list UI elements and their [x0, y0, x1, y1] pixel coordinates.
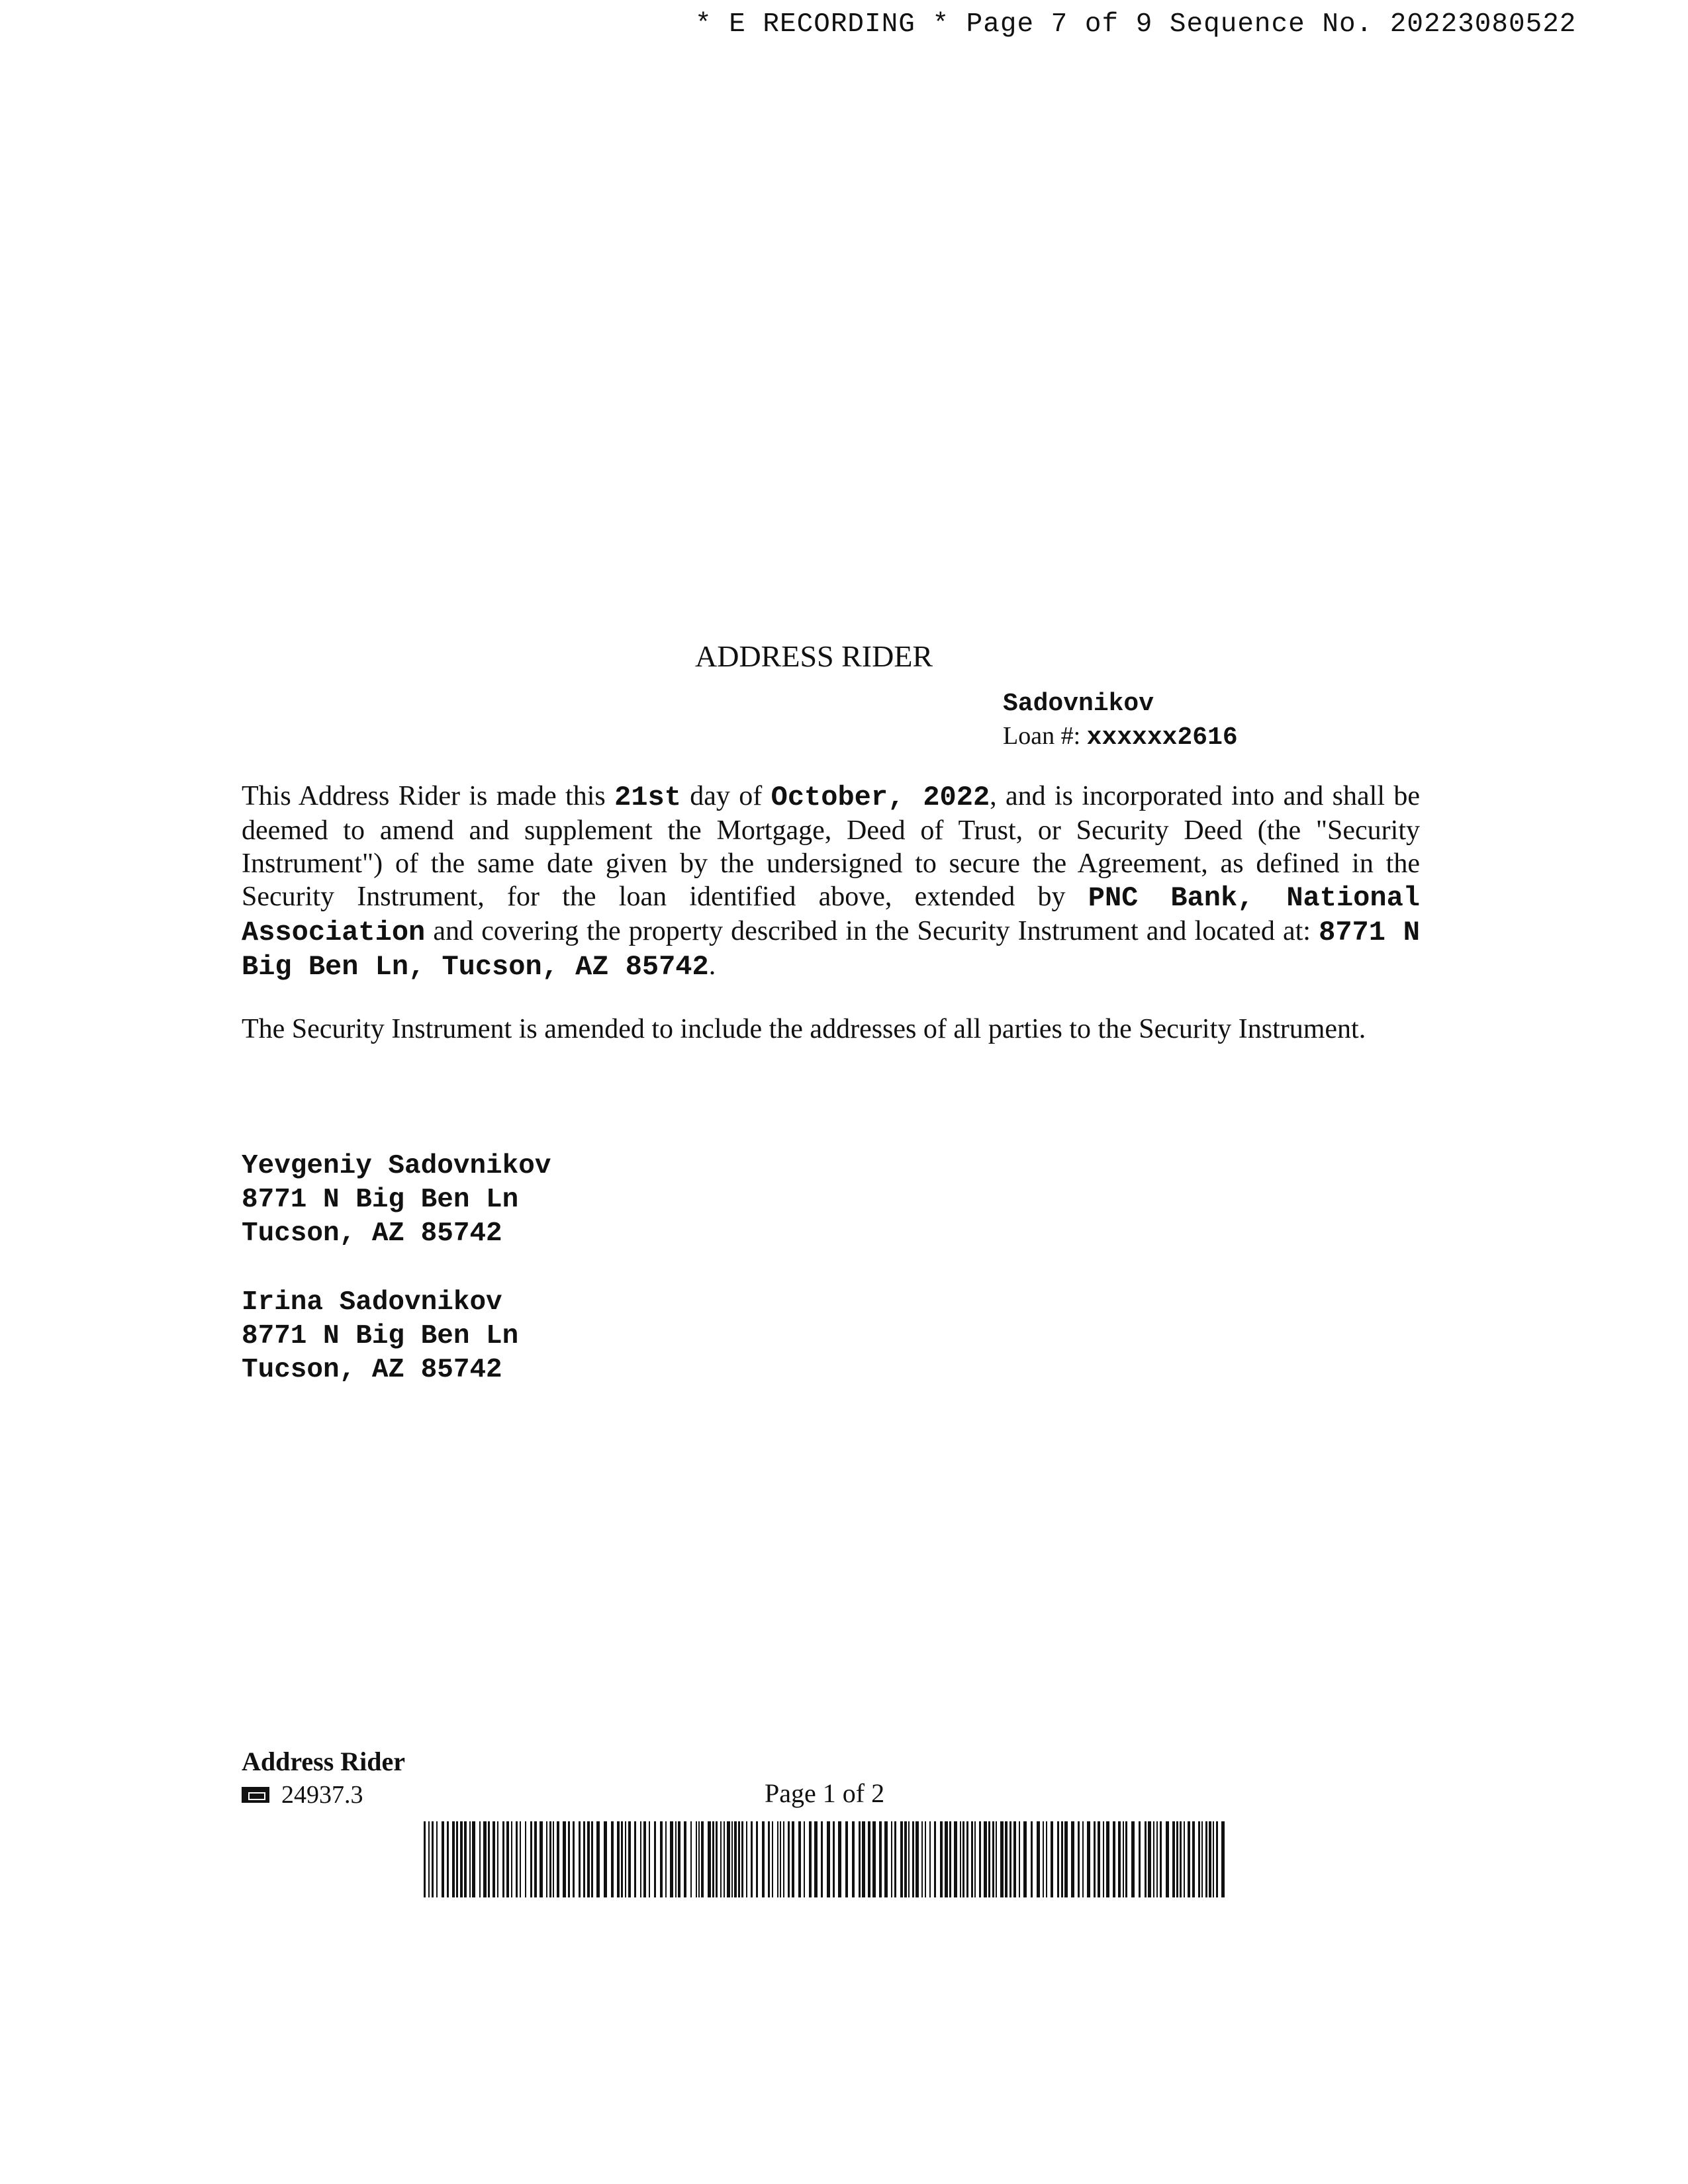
footer-form-number: 24937.3 — [281, 1781, 363, 1809]
amendment-paragraph: The Security Instrument is amended to include the addresses of all parties to the Security Instrument. — [242, 1014, 1366, 1044]
rider-text-3: , and is incorporated into and shall be deemed to amend and supplement the Mortgage, Deed of Trust, or Security Deed (the "Security Instrument") of the same date given by the undersigned to secure the Agreement, as defined in the Security Instrument, for the loan identified above, extended by — [242, 781, 1420, 912]
document-title: ADDRESS RIDER — [695, 639, 933, 673]
rider-lender: PNC Bank, National Association — [242, 882, 1420, 948]
borrower-block — [1003, 688, 1238, 754]
rider-property-address: 8771 N Big Ben Ln, Tucson, AZ 85742 — [242, 917, 1420, 983]
party-name: Yevgeniy Sadovnikov — [242, 1151, 551, 1181]
recording-header: * E RECORDING * Page 7 of 9 Sequence No. 20223080522 — [695, 9, 1577, 40]
barcode — [424, 1821, 1228, 1897]
footer-form-title: Address Rider — [242, 1747, 406, 1776]
footer-form-number-line — [242, 1780, 363, 1809]
party-street: 8771 N Big Ben Ln — [242, 1185, 519, 1215]
form-logo-icon — [242, 1787, 269, 1803]
party-city-state-zip: Tucson, AZ 85742 — [242, 1355, 502, 1385]
rider-text-1: This Address Rider is made this — [242, 781, 615, 811]
party-address-block — [242, 1286, 518, 1387]
party-address-block — [242, 1150, 551, 1251]
loan-number: xxxxxx2616 — [1086, 723, 1238, 752]
rider-text-4: and covering the property described in the Security Instrument and located at: — [425, 916, 1319, 946]
loan-number-label: Loan #: — [1003, 722, 1081, 750]
rider-day: 21st — [614, 782, 681, 813]
party-name: Irina Sadovnikov — [242, 1287, 502, 1318]
party-street: 8771 N Big Ben Ln — [242, 1321, 519, 1351]
page-number: Page 1 of 2 — [765, 1778, 885, 1808]
rider-month-year: October, 2022 — [771, 782, 990, 813]
loan-number-line — [1003, 720, 1238, 754]
rider-paragraph — [242, 780, 1420, 983]
party-city-state-zip: Tucson, AZ 85742 — [242, 1218, 502, 1249]
rider-text-2: day of — [680, 781, 771, 811]
rider-text-5: . — [708, 950, 716, 981]
borrower-name: Sadovnikov — [1003, 690, 1154, 718]
